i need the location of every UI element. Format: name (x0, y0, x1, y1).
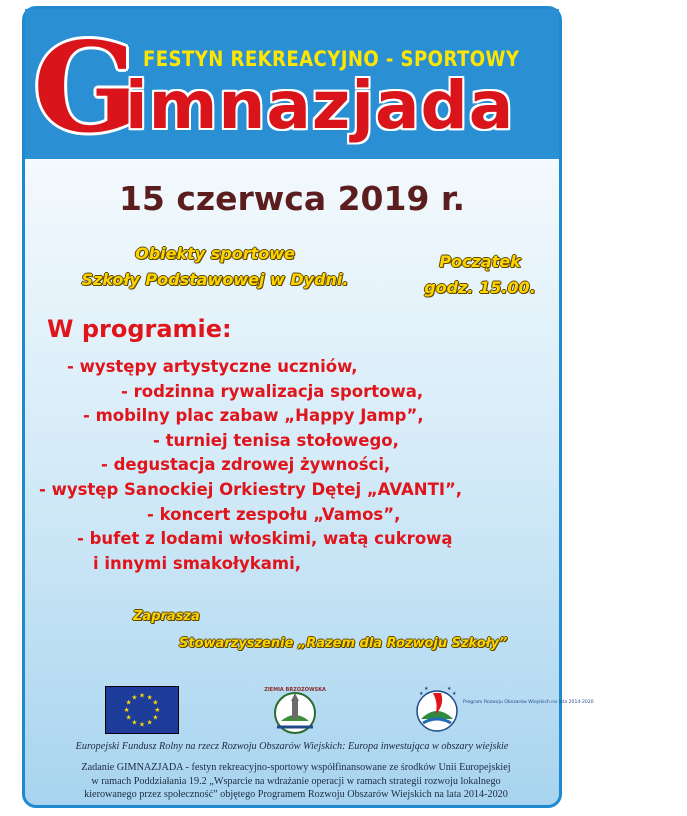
title-initial: G (33, 16, 139, 161)
svg-text:Program Rozwoju Obszarów Wiejs: Program Rozwoju Obszarów Wiejskich na lata 2014-2020 (463, 700, 594, 705)
svg-text:★: ★ (419, 691, 424, 697)
svg-text:ZIEMIA BRZOZOWSKA: ZIEMIA BRZOZOWSKA (264, 687, 326, 693)
venue-line-1: Obiekty sportowe (135, 244, 295, 263)
organizer-name: Stowarzyszenie „Razem dla Rozwoju Szkoły” (179, 636, 508, 651)
svg-text:★: ★ (125, 713, 132, 722)
svg-text:★: ★ (125, 698, 132, 707)
poster (22, 6, 594, 808)
svg-text:★: ★ (139, 691, 145, 700)
start-label: Początek (439, 252, 521, 271)
funding-line-1: Zadanie GIMNAZJADA - festyn rekreacyjno-sportowy współfinansowane ze środków Unii Europejskiej (81, 762, 511, 773)
venue-line-2: Szkoły Podstawowej w Dydni. (81, 270, 349, 289)
start-time: godz. 15.00. (424, 278, 536, 297)
program-heading: W programie: (47, 315, 232, 343)
svg-text:★: ★ (131, 693, 138, 702)
local-group-logo (265, 683, 325, 737)
svg-text:★: ★ (154, 705, 161, 714)
event-date: 15 czerwca 2019 r. (118, 179, 466, 218)
svg-text:★: ★ (123, 705, 130, 714)
program-item: - występ Sanockiej Orkiestry Dętej „AVANTI”, (39, 479, 463, 499)
svg-text:★: ★ (146, 718, 153, 727)
prow-logo (411, 681, 594, 737)
eu-flag-icon (105, 686, 179, 734)
invite-label: Zaprasza (133, 609, 200, 624)
svg-text:★: ★ (146, 693, 153, 702)
header-banner (25, 9, 559, 159)
program-item: - bufet z lodami włoskimi, watą cukrową (77, 529, 453, 549)
eafrd-slogan: Europejski Fundusz Rolny na rzecz Rozwoju Obszarów Wiejskich: Europa inwestująca w obszary wiejskie (75, 741, 509, 752)
svg-text:★: ★ (152, 698, 159, 707)
eu-flag-stars (106, 687, 178, 733)
svg-text:★: ★ (452, 691, 457, 697)
program-item: - występy artystyczne uczniów, (67, 357, 358, 376)
program-item: - degustacja zdrowej żywności, (101, 455, 391, 475)
funding-line-2: w ramach Poddziałania 19.2 „Wsparcie na wdrażanie operacji w ramach strategii rozwoju lokalnego (91, 775, 501, 787)
svg-text:★: ★ (131, 718, 138, 727)
funding-line-3: kierowanego przez społeczność” objętego Programem Rozwoju Obszarów Wiejskich na lata 2014-2020 (84, 789, 508, 800)
svg-text:★: ★ (447, 686, 452, 692)
program-item: - turniej tenisa stołowego, (153, 430, 399, 450)
program-item: i innymi smakołykami, (93, 553, 302, 573)
event-subtitle: FESTYN REKREACYJNO - SPORTOWY (143, 47, 520, 71)
funding-note (51, 761, 541, 802)
event-title: imnazjada (125, 67, 515, 144)
sponsor-logos (25, 681, 594, 737)
program-item: - koncert zespołu „Vamos”, (147, 504, 401, 524)
svg-text:★: ★ (139, 720, 145, 729)
svg-text:★: ★ (424, 686, 429, 692)
start-time-block (405, 249, 555, 301)
program-item: - rodzinna rywalizacja sportowa, (121, 381, 424, 401)
program-item: - mobilny plac zabaw „Happy Jamp”, (83, 406, 424, 426)
svg-text:★: ★ (152, 713, 159, 722)
program-list (25, 355, 559, 576)
venue-block (55, 241, 375, 293)
